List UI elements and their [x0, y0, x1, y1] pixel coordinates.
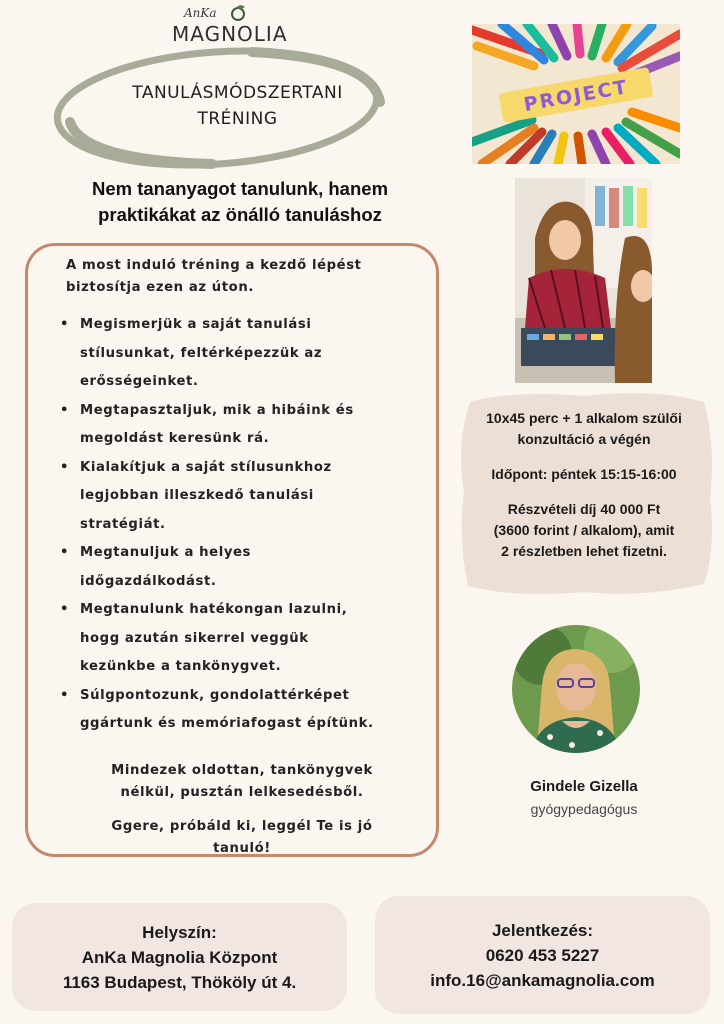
- contact-phone[interactable]: 0620 453 5227: [485, 946, 600, 965]
- closing-line: nélkül, pusztán lelkesedésből.: [120, 785, 364, 800]
- bullet-icon: •: [60, 402, 70, 418]
- person-name: Gindele Gizella: [530, 778, 638, 795]
- contact-email[interactable]: info.16@ankamagnolia.com: [430, 971, 655, 990]
- headline-line: praktikákat az önálló tanuláshoz: [98, 204, 382, 225]
- list-item-line: Megtanulunk hatékongan lazulni,: [80, 602, 348, 617]
- intro-line: A most induló tréning a kezdő lépést: [66, 258, 362, 273]
- headline: [40, 176, 440, 228]
- title-line: TRÉNING: [197, 109, 278, 129]
- intro-line: biztosítja ezen az úton.: [66, 280, 254, 295]
- training-title: [95, 80, 380, 132]
- course-info: [462, 408, 706, 576]
- location-name: AnKa Magnolia Központ: [81, 948, 278, 967]
- closing-text: [60, 760, 424, 804]
- bullet-icon: •: [60, 602, 70, 617]
- project-word: PROJECT: [522, 75, 631, 116]
- list-item-line: stratégiát.: [80, 516, 166, 532]
- contact-label: Jelentkezés:: [491, 921, 594, 940]
- bullet-icon: •: [60, 687, 70, 703]
- list-item-line: megoldást keresünk rá.: [80, 431, 270, 446]
- title-line: TANULÁSMÓDSZERTANI: [132, 83, 343, 103]
- intro-text: [66, 255, 426, 299]
- fee-info: [462, 499, 706, 562]
- invitation-line: tanuló!: [213, 841, 271, 856]
- fee-line: Részvételi díj 40 000 Ft: [507, 501, 661, 517]
- sessions-line: konzultáció a végén: [517, 431, 651, 447]
- list-item: [60, 397, 430, 454]
- avatar: [512, 625, 640, 753]
- leaf-icon: [228, 4, 248, 24]
- closing-line: Mindezek oldottan, tankönygvek: [111, 763, 373, 778]
- logo-script-text: AnKa: [184, 6, 217, 20]
- project-crayons-photo: [472, 24, 680, 164]
- list-item-line: Megtapasztaljuk, mik a hibáink és: [80, 402, 354, 418]
- schedule-text: Időpont: péntek 15:15-16:00: [491, 466, 677, 482]
- bullet-icon: •: [60, 545, 70, 560]
- bullet-icon: •: [60, 459, 70, 475]
- list-item-line: Megismerjük a saját tanulási: [80, 317, 312, 332]
- schedule-info: [462, 464, 706, 485]
- list-item-line: Kialakítjuk a saját stílusunkhoz: [80, 459, 332, 475]
- list-item-line: Súlgpontozunk, gondolattérképet: [80, 687, 350, 703]
- list-item-line: ggártunk és memóriafogast építünk.: [80, 716, 374, 731]
- invitation-text: [60, 816, 424, 860]
- logo-wordmark: MAGNOLIA: [172, 22, 288, 46]
- contact-box: [375, 896, 710, 1014]
- benefit-list: [60, 311, 430, 739]
- sessions-info: [462, 408, 706, 450]
- list-item-line: stílusunkat, feltérképezzük az: [80, 345, 323, 361]
- list-item-line: erősségeinket.: [80, 374, 199, 389]
- location-box: [12, 903, 347, 1011]
- list-item-line: időgazdálkodást.: [80, 573, 217, 589]
- list-item: [60, 682, 430, 739]
- list-item-line: Megtanuljuk a helyes: [80, 545, 252, 560]
- fee-line: (3600 forint / alkalom), amit: [493, 522, 675, 538]
- list-item-line: hogg azután sikerrel veggük: [80, 630, 309, 646]
- location-address: 1163 Budapest, Thököly út 4.: [62, 973, 297, 992]
- list-item-line: legjobban illeszkedő tanulási: [80, 488, 314, 503]
- invitation-line: Ggere, próbáld ki, leggél Te is jó: [111, 819, 373, 834]
- list-item: [60, 454, 430, 540]
- list-item: [60, 539, 430, 596]
- sessions-line: 10x45 perc + 1 alkalom szülői: [486, 410, 682, 426]
- list-item-line: kezünkbe a tankönygvet.: [80, 659, 282, 674]
- person-role: gyógypedagógus: [530, 801, 638, 817]
- headline-line: Nem tananyagot tanulunk, hanem: [91, 178, 389, 199]
- student-photo: [515, 178, 652, 383]
- list-item: [60, 596, 430, 682]
- bullet-icon: •: [60, 317, 70, 332]
- location-label: Helyszín:: [142, 923, 217, 942]
- fee-line: 2 részletben lehet fizetni.: [501, 543, 667, 559]
- list-item: [60, 311, 430, 397]
